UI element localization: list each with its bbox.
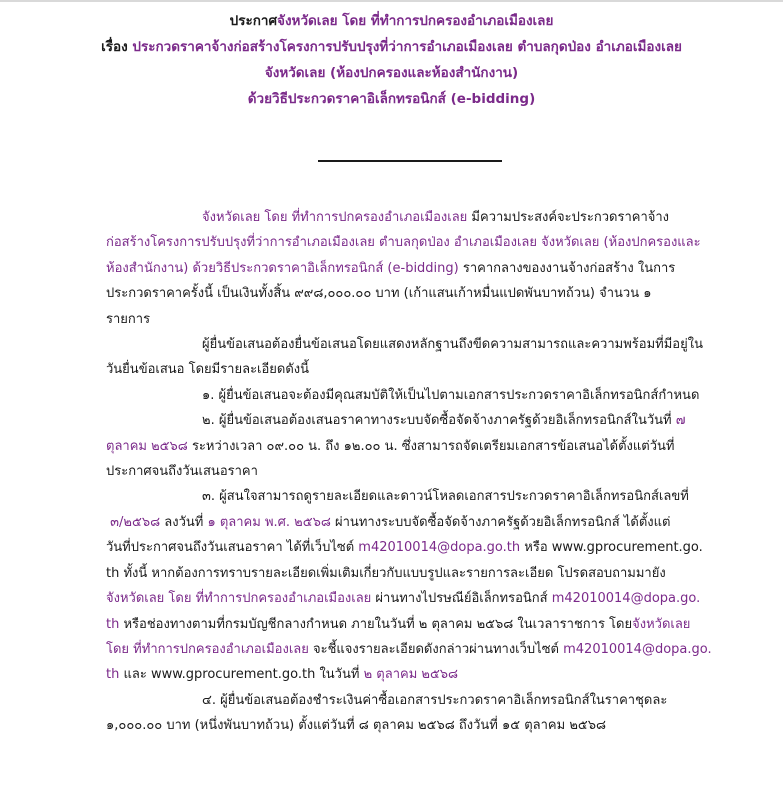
header-prefix: ประกาศ bbox=[229, 13, 278, 29]
item-3-org: จังหวัดเลย โดย ที่ทำการปกครองอำเภอเมืองเลย bbox=[106, 591, 372, 607]
item-3-line-7 bbox=[106, 637, 712, 662]
email-link-2[interactable]: m42010014@dopa.go. bbox=[551, 591, 701, 607]
header-line-3: จังหวัดเลย (ห้องปกครองและห้องสำนักงาน) bbox=[264, 65, 519, 81]
item-3-line-4: th ทั้งนี้ หากต้องการทราบรายละเอียดเพิ่มเติมเกี่ยวกับแบบรูปและรายการละเอียด โปรดสอบถามมายัง bbox=[106, 565, 666, 581]
item-3-line-5 bbox=[106, 586, 706, 611]
item-3 bbox=[106, 484, 712, 687]
item-3-email-label: ผ่านทางไปรษณีย์อิเล็กทรอนิกส์ bbox=[375, 591, 548, 607]
intro-text-3: ราคากลางของงานจ้างก่อสร้าง ในการ bbox=[462, 260, 676, 276]
item-4-line-2: ๑,๐๐๐.๐๐ บาท (หนึ่งพันบาทถ้วน) ตั้งแต่วันที่ ๘ ตุลาคม ๒๕๖๘ ถึงวันที่ ๑๕ ตุลาคม ๒๕๖๘ bbox=[106, 718, 607, 734]
announcement-header bbox=[0, 8, 783, 112]
item-3-and-gproc: และ www.gprocurement.go.th ในวันที่ bbox=[123, 667, 360, 683]
email-link-3[interactable]: m42010014@dopa.go. bbox=[563, 641, 712, 657]
item-2-line-1 bbox=[106, 408, 706, 433]
subject-label: เรื่อง bbox=[101, 39, 128, 55]
intro-line-3 bbox=[106, 256, 706, 281]
intro-method: ห้องสำนักงาน) ด้วยวิธีประกวดราคาอิเล็กทรอนิกส์ (e-bidding) bbox=[106, 260, 459, 276]
paragraph-requirements bbox=[106, 332, 706, 383]
paragraph-intro bbox=[106, 205, 706, 332]
item-3-org-3: โดย ที่ทำการปกครองอำเภอเมืองเลย bbox=[106, 641, 309, 657]
subject-text: ประกวดราคาจ้างก่อสร้างโครงการปรับปรุงที่ว่าการอำเภอเมืองเลย ตำบลกุดป่อง อำเภอเมืองเลย bbox=[132, 39, 682, 55]
item-3-line-1: ๓. ผู้สนใจสามารถดูรายละเอียดและดาวน์โหลดเอกสารประกวดราคาอิเล็กทรอนิกส์เลขที่ bbox=[202, 489, 689, 505]
intro-line-1 bbox=[106, 205, 706, 230]
header-line-1 bbox=[0, 8, 783, 34]
item-3-or-gproc: หรือ www.gprocurement.go. bbox=[524, 540, 703, 556]
header-org: จังหวัดเลย โดย ที่ทำการปกครองอำเภอเมืองเลย bbox=[277, 13, 554, 29]
item-2-date-month: ตุลาคม ๒๕๖๘ bbox=[106, 438, 188, 454]
item-2-line-2 bbox=[106, 434, 706, 459]
item-4 bbox=[106, 688, 706, 739]
item-2-line-3: ประกาศจนถึงวันเสนอราคา bbox=[106, 464, 258, 480]
req-line-2: วันยื่นข้อเสนอ โดยมีรายละเอียดดังนี้ bbox=[106, 362, 310, 378]
intro-line-5: รายการ bbox=[106, 311, 151, 327]
email-link[interactable]: m42010014@dopa.go.th bbox=[358, 540, 521, 556]
item-1 bbox=[106, 383, 706, 408]
item-3-website-label: วันที่ประกาศจนถึงวันเสนอราคา ได้ที่เว็บไซต์ bbox=[106, 540, 355, 556]
item-3-line-3 bbox=[106, 535, 706, 560]
email-link-2-suffix[interactable]: th bbox=[106, 616, 120, 632]
item-4-line-1: ๔. ผู้ยื่นข้อเสนอต้องชำระเงินค่าซื้อเอกสารประกวดราคาอิเล็กทรอนิกส์ในราคาชุดละ bbox=[202, 692, 668, 708]
item-3-deadline: หรือช่องทางตามที่กรมบัญชีกลางกำหนด ภายในวันที่ ๒ ตุลาคม ๒๕๖๘ ในเวลาราชการ โดย bbox=[123, 616, 633, 632]
item-3-date: ๑ ตุลาคม พ.ศ. ๒๕๖๘ bbox=[207, 514, 331, 530]
item-2-text: ๒. ผู้ยื่นข้อเสนอต้องเสนอราคาทางระบบจัดซื้อจัดจ้างภาครัฐด้วยอิเล็กทรอนิกส์ในวันที่ bbox=[202, 413, 672, 429]
item-2-date-day: ๗ bbox=[675, 413, 686, 429]
item-3-org-2: จังหวัดเลย bbox=[632, 616, 691, 632]
intro-text: มีความประสงค์จะประกวดราคาจ้าง bbox=[471, 210, 670, 225]
item-1-line-1: ๑. ผู้ยื่นข้อเสนอจะต้องมีคุณสมบัติให้เป็นไปตามเอกสารประกวดราคาอิเล็กทรอนิกส์กำหนด bbox=[202, 387, 700, 403]
item-3-clarify: จะชี้แจงรายละเอียดดังกล่าวผ่านทางเว็บไซต์ bbox=[313, 641, 559, 657]
intro-line-2: ก่อสร้างโครงการปรับปรุงที่ว่าการอำเภอเมืองเลย ตำบลกุดป่อง อำเภอเมืองเลย จังหวัดเลย (ห้องปกครองและ bbox=[106, 235, 701, 251]
intro-org: จังหวัดเลย โดย ที่ทำการปกครองอำเภอเมืองเลย bbox=[202, 210, 468, 225]
req-line-1: ผู้ยื่นข้อเสนอต้องยื่นข้อเสนอโดยแสดงหลักฐานถึงขีดความสามารถและความพร้อมที่มีอยู่ใน bbox=[202, 337, 703, 353]
item-3-line-2 bbox=[106, 510, 706, 535]
header-line-4: ด้วยวิธีประกวดราคาอิเล็กทรอนิกส์ (e-bidding) bbox=[247, 91, 536, 107]
header-line-2 bbox=[0, 34, 783, 60]
intro-line-4: ประกวดราคาครั้งนี้ เป็นเงินทั้งสิ้น ๙๙๘,๐๐๐.๐๐ บาท (เก้าแสนเก้าหมื่นแปดพันบาทถ้วน) จำนวน ๑ bbox=[106, 286, 652, 302]
document-body bbox=[106, 205, 712, 739]
item-3-dated-label: ลงวันที่ bbox=[164, 514, 204, 530]
top-border bbox=[0, 0, 783, 2]
item-3-line-6 bbox=[106, 612, 706, 637]
item-3-line-8 bbox=[106, 662, 706, 687]
item-3-doc-no: ๓/๒๕๖๘ bbox=[110, 514, 161, 530]
email-link-3-suffix[interactable]: th bbox=[106, 667, 120, 683]
item-2 bbox=[106, 408, 706, 484]
divider-rule bbox=[318, 160, 502, 162]
item-3-clarify-date: ๒ ตุลาคม ๒๕๖๘ bbox=[363, 667, 459, 683]
item-3-via: ผ่านทางระบบจัดซื้อจัดจ้างภาครัฐด้วยอิเล็กทรอนิกส์ ได้ตั้งแต่ bbox=[335, 514, 671, 530]
item-2-time: ระหว่างเวลา ๐๙.๐๐ น. ถึง ๑๒.๐๐ น. ซึ่งสามารถจัดเตรียมเอกสารข้อเสนอได้ตั้งแต่วันที่ bbox=[191, 438, 675, 454]
